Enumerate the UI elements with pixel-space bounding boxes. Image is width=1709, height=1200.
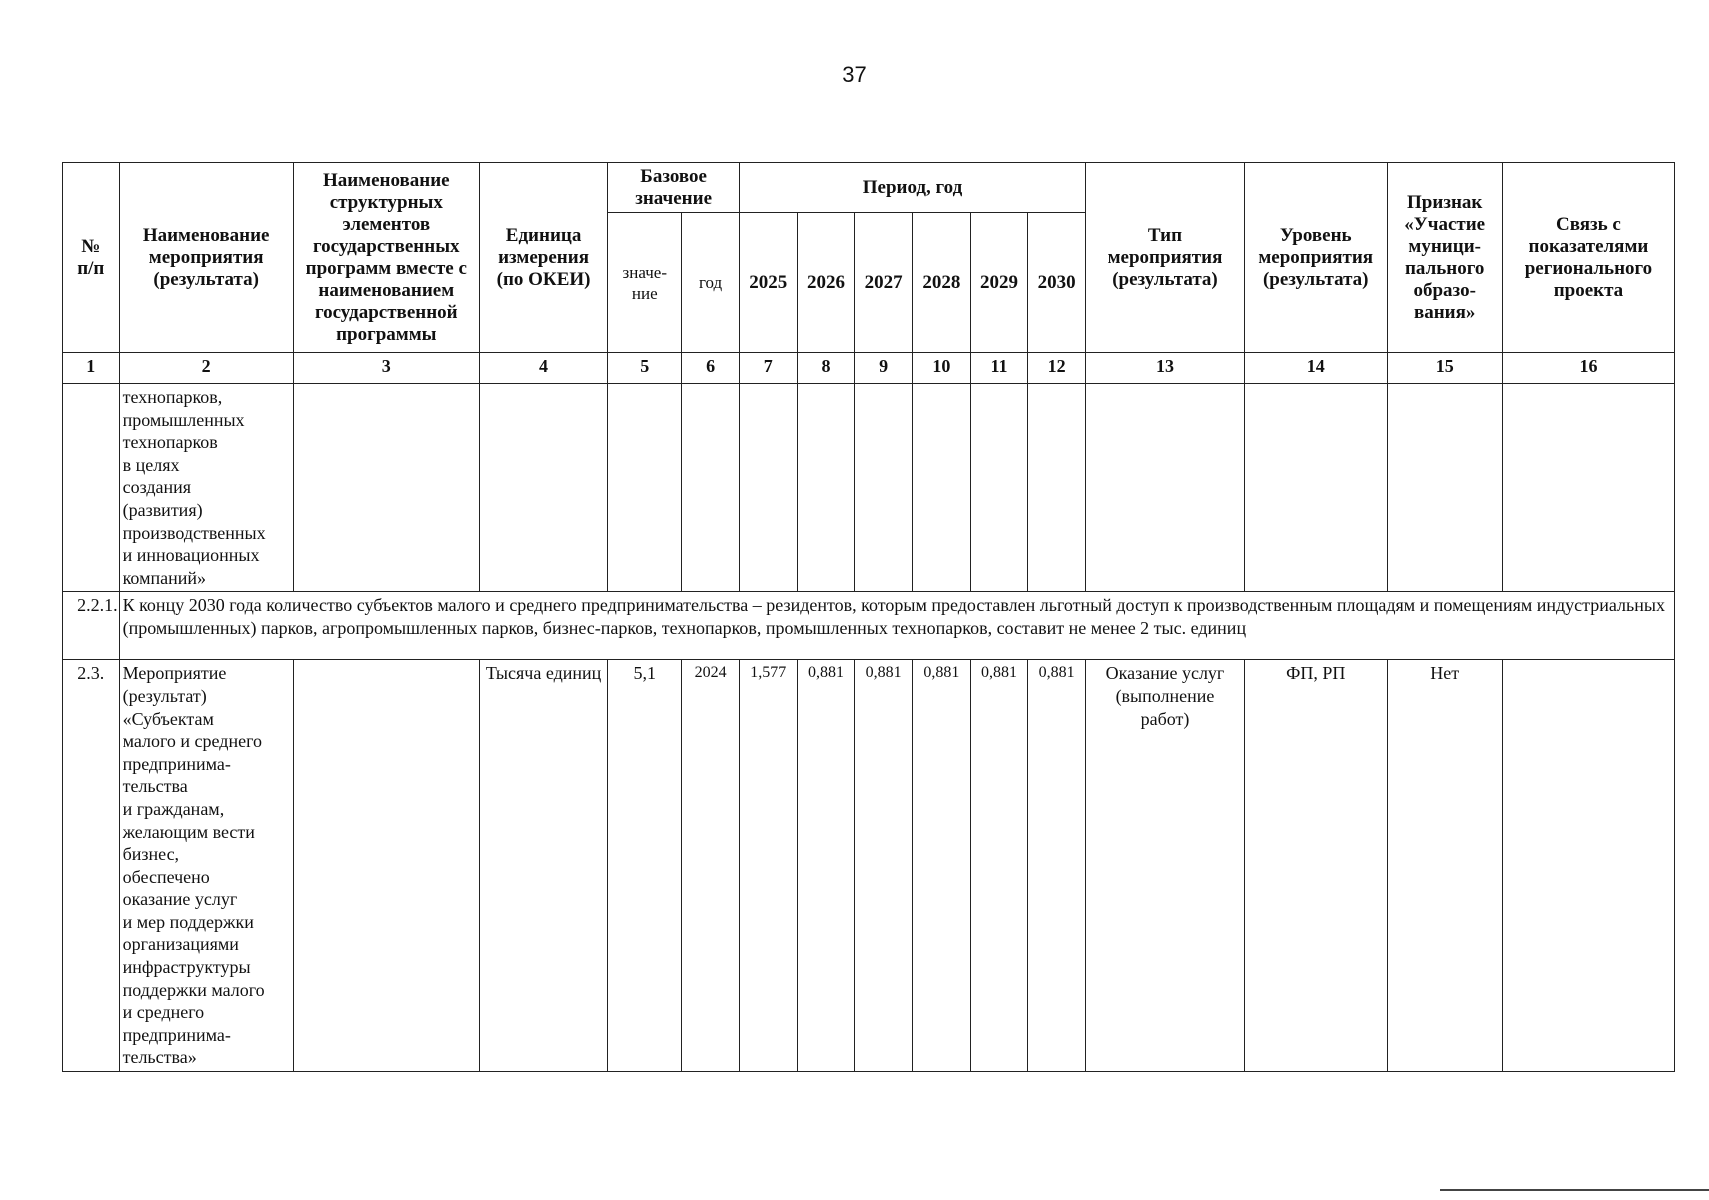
value-2029-cell: 0,881	[970, 660, 1028, 1072]
table-row	[63, 660, 1675, 1072]
value-2025-cell: 1,577	[739, 660, 797, 1072]
column-number: 16	[1502, 353, 1674, 384]
goal-text: К концу 2030 года количество субъектов малого и среднего предпринимательства – резидентов, которым предоставлен льготный доступ к производственным площадям и помещениям индустриальных (промышленных) парков, агропромышленных парков, бизнес-парков, технопарков, промышленных технопарков, составит не менее 2 тыс. единиц	[119, 592, 1674, 660]
header-name: Наименование мероприятия (результата)	[119, 163, 293, 353]
unit-cell: Тысяча единиц	[479, 660, 607, 1072]
column-number: 5	[608, 353, 682, 384]
header-structural-elements: Наименование структурных элементов государственных программ вместе с наименованием государственной программы	[293, 163, 479, 353]
header-base-value: Базовое значение	[608, 163, 740, 213]
column-number: 11	[970, 353, 1028, 384]
events-table	[62, 162, 1675, 1072]
table-row	[63, 384, 1675, 592]
column-number-row	[63, 353, 1675, 384]
header-year-2026: 2026	[797, 213, 855, 353]
header-year-2029: 2029	[970, 213, 1028, 353]
column-number: 4	[479, 353, 607, 384]
column-number: 3	[293, 353, 479, 384]
header-regional-project-link: Связь с показателями регионального проекта	[1502, 163, 1674, 353]
municipal-participation-cell: Нет	[1387, 660, 1502, 1072]
column-number: 8	[797, 353, 855, 384]
event-type-cell: Оказание услуг (выполнение работ)	[1086, 660, 1245, 1072]
page-number: 37	[842, 62, 867, 87]
event-level-cell: ФП, РП	[1244, 660, 1387, 1072]
header-base-value-year: год	[682, 213, 740, 353]
header-year-2030: 2030	[1028, 213, 1086, 353]
goal-row	[63, 592, 1675, 660]
header-base-value-value: значе- ние	[608, 213, 682, 353]
column-number: 13	[1086, 353, 1245, 384]
page-edge-line	[1440, 1189, 1709, 1191]
header-year-2025: 2025	[739, 213, 797, 353]
column-number: 7	[739, 353, 797, 384]
column-number: 1	[63, 353, 120, 384]
column-number: 10	[912, 353, 970, 384]
column-number: 14	[1244, 353, 1387, 384]
header-type: Тип мероприятия (результата)	[1086, 163, 1245, 353]
value-2027-cell: 0,881	[855, 660, 913, 1072]
header-level: Уровень мероприятия (результата)	[1244, 163, 1387, 353]
base-year-cell: 2024	[682, 660, 740, 1072]
header-period: Период, год	[739, 163, 1085, 213]
value-2028-cell: 0,881	[912, 660, 970, 1072]
goal-number: 2.2.1.	[63, 592, 120, 660]
value-2030-cell: 0,881	[1028, 660, 1086, 1072]
base-value-cell: 5,1	[608, 660, 682, 1072]
column-number: 9	[855, 353, 913, 384]
column-number: 2	[119, 353, 293, 384]
continuation-name-cell: технопарков, промышленных технопарков в целях создания (развития) производственных и инновационных компаний»	[119, 384, 293, 592]
column-number: 15	[1387, 353, 1502, 384]
header-municipal-participation: Признак «Участие муници- пального образо- вания»	[1387, 163, 1502, 353]
header-year-2027: 2027	[855, 213, 913, 353]
column-number: 12	[1028, 353, 1086, 384]
header-unit: Единица измерения (по ОКЕИ)	[479, 163, 607, 353]
row-number: 2.3.	[63, 660, 120, 1072]
event-name-cell: Мероприятие (результат) «Субъектам малого и среднего предпринима- тельства и гражданам, желающим вести бизнес, обеспечено оказание услуг и мер поддержки организациями инфраструктуры поддержки малого и среднего предпринима- тельства»	[119, 660, 293, 1072]
value-2026-cell: 0,881	[797, 660, 855, 1072]
header-no: № п/п	[63, 163, 120, 353]
header-year-2028: 2028	[912, 213, 970, 353]
column-number: 6	[682, 353, 740, 384]
